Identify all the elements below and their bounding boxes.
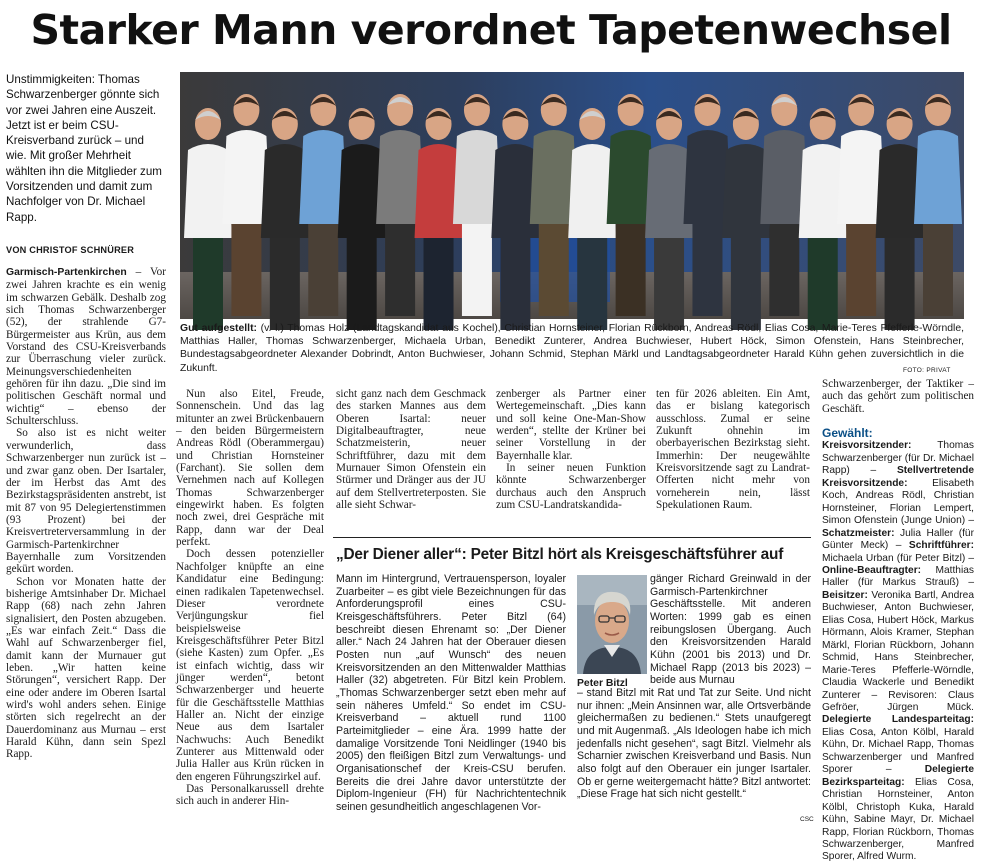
article-column-3 [336,388,486,528]
caption-lead: Gut aufgestellt: [180,323,257,334]
box-paragraph: – stand Bitzl mit Rat und Tat zur Seite. Und nicht nur ihnen: „Mein Ansinnen war, alle Ortsverbände gleichermaßen zu bedienen.“ Stets unaufgeregt und mit Augenmaß. „Als Ideologen habe ich mich jedenfalls nicht gesehen“, sagt Bitzl. Vielmehr als Scharnier zwischen Kreisverband und Basis. Nun also folgt auf den Oberauer ein junger Isartaler. Ob er gerne weitergemacht hätte? Bitzl antwortet: „Diese Frage hat sich nicht gestellt.“ [577,687,811,801]
sidebar-list: Kreisvorsitzender: Thomas Schwarzenberger (für Dr. Michael Rapp) – Stellvertretende Kreisvorsitzende: Elisabeth Koch, Andreas Rödl, Christian Hornsteiner, Florian Lempert, Simon Ofenstein (Junge Union) – Schatzmeister: Julia Haller (für Günter Meck) – Schriftführer: Michaela Urban (für Peter Bitzl) – Online-Beauftragter: Matthias Haller (für Markus Strauß) – Beisitzer: Veronika Bartl, Andrea Buchwieser, Anton Buchwieser, Elias Cosa, Hubert Höck, Markus Hörmann, Alois Kramer, Stephan Märkl, Florian Rückborn, Johann Schmid, Hans Steinbrecher, Marie-Teres Pfefferle-Wörndle, Claudia Wackerle und Benedikt Zunterer – Revisoren: Claus Gefröer, Jürgen Mück. Delegierte Landesparteitag: Elias Cosa, Anton Kölbl, Harald Kühn, Dr. Michael Rapp, Thomas Schwarzenberger und Manfred Sporer – Delegierte Bezirksparteitag: Elias Cosa, Christian Hornsteiner, Anton Kölbl, Christoph Kuka, Harald Kühn, Sabine Mayr, Dr. Michael Rapp, Florian Rückborn, Thomas Schwarzenberger, Manfred Sporer, Alfred Wurm. [822,440,974,863]
lede: Unstimmigkeiten: Thomas Schwarzenberger gönnte sich vor zwei Jahren eine Auszeit. Jetzt ist er beim CSU-Kreisverband zurück – und wie. Mit großer Mehrheit wählten ihn die Mitglieder zum Vorsitzenden und damit zum Nachfolger von Dr. Michael Rapp. [6,73,162,224]
article-paragraph: zenberger als Partner einer Wertegemeinschaft. „Dies kann und soll keine One-Man-Show werden“, stellte der Krüner bei seiner Vorstellung in der Bayernhalle klar. [496,388,646,462]
article-column-2 [176,388,324,844]
article-paragraph: So also ist es nicht weiter verwunderlich, dass Schwarzenberger nun zurück ist – und zwar ganz oben. Der Isartaler, der im Herbst das Amt des Bezirkstagspräsidenten anstrebt, ist mit 87 von 95 Delegiertenstimmen (93 Prozent) bei der Kreisvertreterversammlung in der Garmisch-Partenkirchner Bayernhalle zum Vorsitzenden gekürt worden. [6,427,166,576]
article-paragraph: Garmisch-Partenkirchen – Vor zwei Jahren krachte es ein wenig im schwarzen Gebälk. Deshalb zog sich Thomas Schwarzenberger (52), der strahlende G7-Bürgermeister aus Krün, aus dem Vorstand des CSU-Kreisverbands zur Überraschung vieler zurück. Meinungsverschiedenheiten gehören für ihn dazu. „Die sind im politischen Geschäft normal und wichtig“ – ebenso der Schulterschluss. [6,266,166,428]
article-column-1 [6,266,166,844]
article-paragraph: ten für 2026 ableiten. Ein Amt, das er bislang kategorisch ausschloss. Zumal er seine Zukunft ohnehin im oberbayerischen Bezirkstag sieht. Immerhin: Der neugewählte Kreisvorsitzende sagt zu Landrat-Offerten nicht mehr von vorneherein nein, lässt Spekulationen Raum. [656,388,810,512]
article-paragraph: Schon vor Monaten hatte der bisherige Amtsinhaber Dr. Michael Rapp (68) nach zehn Jahren signalisiert, den Posten abzugeben. „Es war einfach Zeit.“ Dass die Wahl auf Schwarzenberger fiel, damit kann der Murnauer gut leben. „Wir hatten keine Störungen“, versichert Rapp. Der eine oder andere im Oberen Isartal wird's wohl anders sehen. Einige störten sich regelrecht an der Dauerdominanz aus Murnau – erst Harald Kühn, dann sein Spezl Rapp. [6,575,166,761]
article-column-4 [496,388,646,528]
article-paragraph: In seiner neuen Funktion könnte Schwarzenberger durchaus auch den Anspruch zum CSU-Landratskandida- [496,462,646,512]
article-paragraph: sicht ganz nach dem Geschmack des starken Mannes aus dem Oberen Isartal: neuer Digitalbeauftragter, neue Schatzmeisterin, neuer Schriftführer, dazu mit dem Murnauer Simon Ofenstein ein Stürmer und Dränger aus der JU auf dem Stellvertreterposten. Sie alle sieht Schwar- [336,388,486,512]
article-column-6: Schwarzenberger, der Taktiker – auch das gehört zum politischen Geschäft. [822,378,974,415]
location: Garmisch-Partenkirchen [6,267,127,278]
article-column-5 [656,388,810,528]
sidebar [822,378,974,864]
box-column-1 [336,573,566,843]
box-headline: „Der Diener aller“: Peter Bitzl hört als Kreisgeschäftsführer auf [336,546,784,563]
caption-text: (v. l.) Thomas Holz (Landtagskandidat aus Kochel), Christian Hornsteiner, Florian Rückborn, Andreas Rödl, Elias Cosa, Marie-Teres Pfefferle-Wörndle, Matthias Haller, Thomas Schwarzenberger, Michaela Urban, Benedikt Zunterer, Andrea Buchwieser, Hubert Höck, Simon Ofenstein, Hans Steinbrecher, Bundestagsabgeordneter Alexander Dobrindt, Anton Buchwieser, Johann Schmid, Stephan Märkl und Landtagsabgeordneter Harald Kühn gehen zuversichtlich in die Zukunft. [180,323,965,374]
photo-credit: FOTO: PRIVAT [903,367,951,374]
box-rule [333,537,811,538]
box-credit: CSC [800,816,814,823]
group-photo [180,72,964,319]
box-paragraph: Mann im Hintergrund, Vertrauensperson, loyaler Zuarbeiter – es gibt viele Bezeichnungen für das Anforderungsprofil eines CSU-Kreisgeschäftsführers. Peter Bitzl (64) beschreibt diesen Ehrenamt so: „Der Diener aller.“ Nach 24 Jahren hat der Oberauer diesen Posten nun „auf Wunsch“ des neuen Kreisvorsitzenden an den Mittenwalder Matthias Haller (32) abgetreten. Für Bitzl kein Problem. „Thomas Schwarzenberger setzt eben mehr auf sein näheres Umfeld.“ So endet im CSU-Kreisverband – aktuell rund 1100 Parteimitglieder – eine Ära. 1999 hatte der damalige Vorsitzende Toni Neidlinger (1940 bis 2005) den fleißigen Bitzl zum Verwaltungs- und Organisationschef der Kreis-CSU berufen. Bereits die drei Jahre davor unterstützte der Diplom-Ingenieur (FH) für Nachrichtentechnik seinen gesundheitlich angeschlagenen Vor- [336,573,566,813]
article-paragraph: Nun also Eitel, Freude, Sonnenschein. Und das lag mitunter an zwei Brückenbauern – den beiden Bürgermeistern Andreas Rödl (Oberammergau) und Christian Hornsteiner (Farchant). Sie sollen dem Vernehmen nach auf Kollegen Thomas Schwarzenberger eingewirkt haben. Es folgten noch zwei, drei Gespräche mit Rapp, dann war der Deal perfekt. [176,388,324,549]
article-paragraph: Doch dessen potenzieller Nachfolger knüpfte an eine Kandidatur eine Bedingung: einen radikalen Tapetenwechsel. Dieser verordnete Verjüngungskur fiel beispielsweise Kreisgeschäftsführer Peter Bitzl (siehe Kasten) zum Opfer. „Es ist einfach wichtig, dass wir jünger werden“, betont Schwarzenberger und heuerte für die Geschäftsstelle Matthias Haller an. Nicht der einzige Neue aus dem Isartaler Nachwuchs: Auch Benedikt Zunterer aus Mittenwald oder Julia Haller aus Krün rücken in den engeren Führungszirkel auf. [176,548,324,783]
portrait-caption: Peter Bitzl [577,678,628,689]
sidebar-title: Gewählt: [822,426,873,441]
box-column-2-bottom [577,687,811,827]
article-paragraph: Das Personalkarussell drehte sich auch in anderer Hin- [176,783,324,808]
headline: Starker Mann verordnet Tapetenwechsel [30,6,952,54]
byline: VON CHRISTOF SCHNÜRER [6,245,135,255]
box-paragraph: gänger Richard Greinwald in der Garmisch-Partenkirchner Geschäftsstelle. Mit anderen Worten: 1999 gab es einen reibungslosen Übergang. Auch den Kreisvorsitzenden Harald Kühn (2001 bis 2013) und Dr. Michael Rapp (2013 bis 2023) – beide aus Murnau [650,573,811,687]
photo-caption [180,322,964,375]
